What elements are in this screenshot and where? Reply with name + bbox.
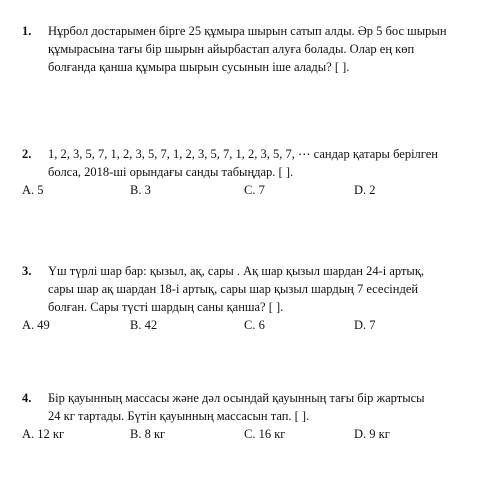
answer-option-d: D. 7 bbox=[354, 318, 376, 332]
answer-option-d: D. 2 bbox=[354, 183, 376, 197]
answer-option-c: C. 16 кг bbox=[244, 427, 286, 441]
answer-options bbox=[22, 182, 480, 199]
problem-text bbox=[48, 262, 480, 316]
answer-option-c: C. 6 bbox=[244, 318, 265, 332]
problem-number: 3. bbox=[22, 264, 32, 278]
problem-4 bbox=[22, 389, 480, 443]
problem-text-line: болған. Сары түсті шардың саны қанша? [ ]. bbox=[48, 300, 284, 314]
problem-text-line: Нұрбол достарымен бірге 25 құмыра шырын сатып алды. Әр 5 бос шырын bbox=[48, 24, 447, 38]
problem-1 bbox=[22, 22, 480, 76]
answer-option-b: B. 42 bbox=[130, 318, 158, 332]
problem-text bbox=[48, 389, 480, 425]
problem-text-line: болғанда қанша құмыра шырын сусынын іше алады? [ ]. bbox=[48, 60, 350, 74]
problem-text-line: 24 кг тартады. Бүтін қауынның массасын тап. [ ]. bbox=[48, 409, 310, 423]
answer-option-d: D. 9 кг bbox=[354, 427, 390, 441]
problem-text bbox=[48, 145, 480, 181]
problem-text bbox=[48, 22, 480, 76]
problem-number: 4. bbox=[22, 391, 32, 405]
problem-text-line: құмырасына тағы бір шырын айырбастап алуға болады. Олар ең көп bbox=[48, 42, 415, 56]
problem-number: 2. bbox=[22, 147, 32, 161]
answer-option-a: A. 5 bbox=[22, 183, 44, 197]
answer-option-b: B. 8 кг bbox=[130, 427, 166, 441]
problem-3 bbox=[22, 262, 480, 334]
answer-options bbox=[22, 426, 480, 443]
answer-options bbox=[22, 317, 480, 334]
problem-2 bbox=[22, 145, 480, 199]
answer-option-c: C. 7 bbox=[244, 183, 265, 197]
problem-text-line: 1, 2, 3, 5, 7, 1, 2, 3, 5, 7, 1, 2, 3, 5, 7, 1, 2, 3, 5, 7, ⋯ сандар қатары берілген bbox=[48, 147, 438, 161]
problem-number: 1. bbox=[22, 24, 32, 38]
problem-text-line: Бір қауынның массасы және дәл осындай қауынның тағы бір жартысы bbox=[48, 391, 425, 405]
answer-option-a: A. 12 кг bbox=[22, 427, 65, 441]
problem-text-line: Үш түрлі шар бар: қызыл, ақ, сары . Ақ шар қызыл шардан 24-і артық, bbox=[48, 264, 425, 278]
answer-option-a: A. 49 bbox=[22, 318, 50, 332]
answer-option-b: B. 3 bbox=[130, 183, 151, 197]
problem-text-line: сары шар ақ шардан 18-і артық, сары шар қызыл шардың 7 есесіндей bbox=[48, 282, 419, 296]
problem-text-line: болса, 2018-ші орындағы санды табыңдар. [ ]. bbox=[48, 165, 294, 179]
